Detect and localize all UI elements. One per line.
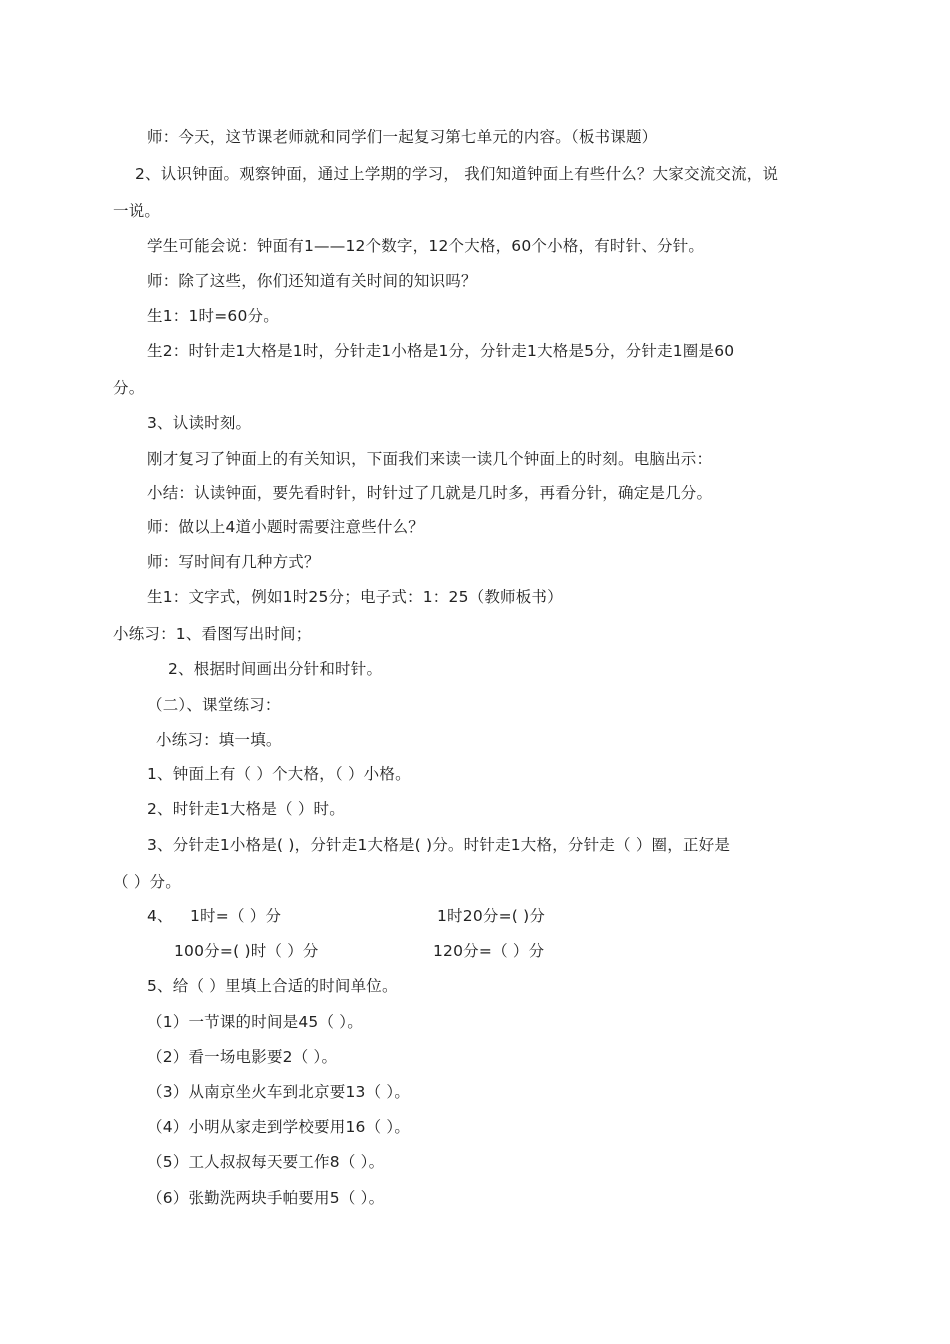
exercise-subitem: （5）工人叔叔每天要工作8（ ）。 (147, 1153, 385, 1171)
text-line: 3、认读时刻。 (147, 414, 252, 432)
text-line: 2、根据时间画出分针和时针。 (168, 660, 383, 678)
exercise-subitem: （6）张勤洗两块手帕要用5（ ）。 (147, 1189, 385, 1207)
text-line: 2、认识钟面。观察钟面，通过上学期的学习， 我们知道钟面上有些什么？大家交流交流，说 (135, 165, 779, 183)
text-line: 生1：1时=60分。 (147, 307, 279, 325)
exercise-item-4-c: 100分=( )时（ ）分 (174, 942, 319, 960)
exercise-subitem: （3）从南京坐火车到北京要13（ ）。 (147, 1083, 411, 1101)
exercise-item: 2、时针走1大格是（ ）时。 (147, 800, 345, 818)
text-line: 生1：文字式，例如1时25分；电子式：1：25（教师板书） (147, 588, 563, 606)
text-line: 学生可能会说：钟面有1——12个数字，12个大格，60个小格，有时针、分针。 (147, 237, 705, 255)
text-line: 分。 (113, 379, 145, 397)
exercise-item-4-a: 1时=（ ）分 (190, 907, 282, 925)
text-line: 师：今天，这节课老师就和同学们一起复习第七单元的内容。（板书课题） (147, 128, 658, 146)
text-line: 生2：时针走1大格是1时，分针走1小格是1分，分针走1大格是5分，分针走1圈是60 (147, 342, 735, 360)
text-line: 小练习：1、看图写出时间； (113, 625, 312, 643)
exercise-item: 1、钟面上有（ ）个大格，（ ）小格。 (147, 765, 411, 783)
exercise-item-4-d: 120分=（ ）分 (433, 942, 545, 960)
exercise-subitem: （2）看一场电影要2（ ）。 (147, 1048, 338, 1066)
text-line: 刚才复习了钟面上的有关知识，下面我们来读一读几个钟面上的时刻。电脑出示： (147, 450, 713, 468)
exercise-subitem: （4）小明从家走到学校要用16（ ）。 (147, 1118, 411, 1136)
exercise-item-4-label: 4、 (147, 907, 173, 925)
exercise-item: 3、分针走1小格是( )，分针走1大格是( )分。时针走1大格，分针走（ ）圈，正好是 (147, 836, 731, 854)
text-line: 师：写时间有几种方式？ (147, 553, 320, 571)
exercise-item-4-b: 1时20分=( )分 (437, 907, 546, 925)
text-line: 小练习：填一填。 (156, 731, 282, 749)
exercise-item: （ ）分。 (113, 873, 181, 891)
text-line: 师：除了这些，你们还知道有关时间的知识吗？ (147, 272, 477, 290)
text-line: 一说。 (113, 202, 161, 220)
text-line: 小结：认读钟面，要先看时针，时针过了几就是几时多，再看分针，确定是几分。 (147, 484, 713, 502)
section-heading: （二）、课堂练习： (147, 696, 281, 714)
exercise-item: 5、给（ ）里填上合适的时间单位。 (147, 977, 398, 995)
exercise-subitem: （1）一节课的时间是45（ ）。 (147, 1013, 363, 1031)
text-line: 师：做以上4道小题时需要注意些什么？ (147, 518, 424, 536)
